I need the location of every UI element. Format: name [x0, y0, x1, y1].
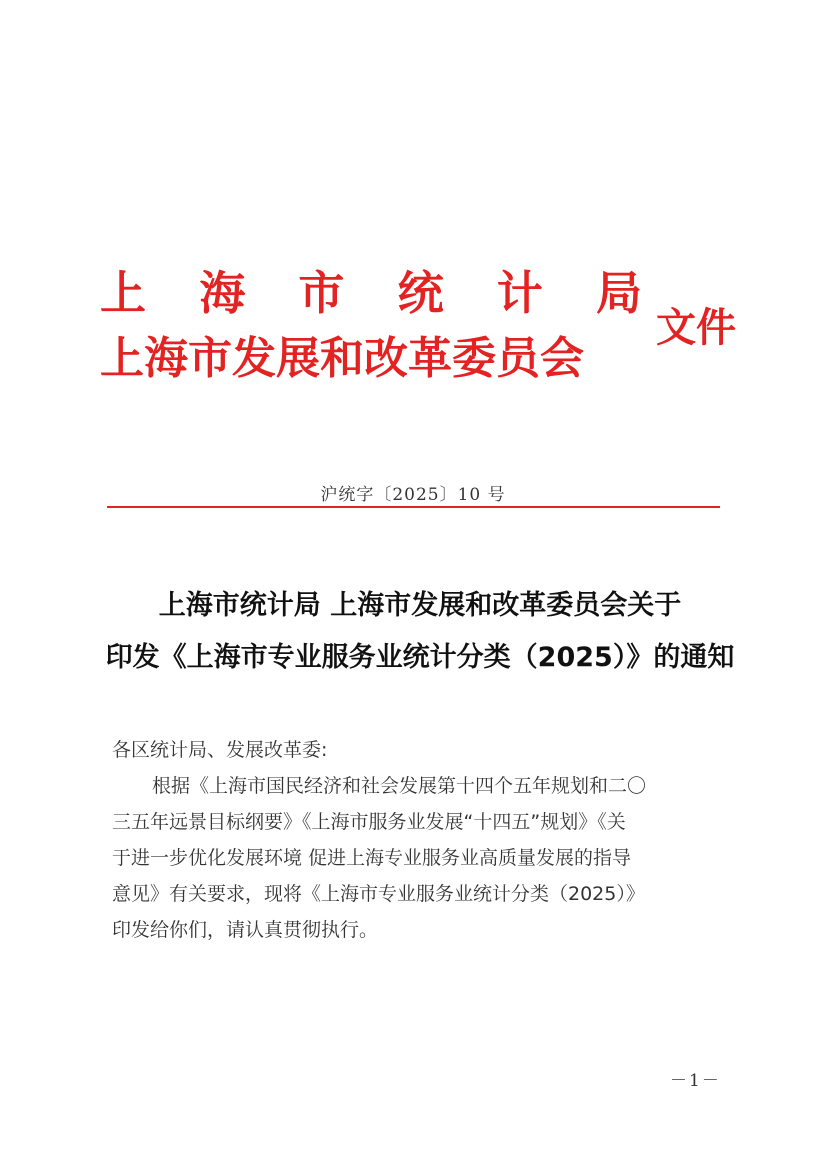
paragraph-line: 意见》有关要求，现将《上海市专业服务业统计分类（2025）》 [112, 883, 645, 905]
issuer-char: 统 [397, 266, 444, 320]
paragraph-line: 三五年远景目标纲要》《上海市服务业发展“十四五”规划》《关 [112, 811, 626, 833]
issuer-statistics-bureau [100, 262, 642, 324]
notice-title-line-2: 印发《上海市专业服务业统计分类（2025）》的通知 [105, 642, 735, 673]
document-number: 沪统字〔2025〕10 号 [320, 485, 506, 505]
issuer-2-text: 上海市发展和改革委员会 [100, 333, 584, 384]
page-number: －1－ [670, 1071, 721, 1091]
paragraph-line: 根据《上海市国民经济和社会发展第十四个五年规划和二〇 [152, 775, 647, 797]
salutation: 各区统计局、发展改革委: [112, 739, 328, 761]
issuer-char: 海 [199, 266, 246, 320]
paragraph-line: 印发给你们，请认真贯彻执行。 [112, 919, 379, 941]
issuer-char: 上 [100, 266, 146, 320]
issuer-char: 局 [595, 266, 642, 320]
body-paragraph [112, 768, 722, 948]
document-header [100, 262, 740, 392]
red-divider [107, 506, 720, 508]
issuer-development-commission [100, 328, 642, 390]
issuer-char: 市 [298, 266, 345, 320]
notice-title-line-1: 上海市统计局 上海市发展和改革委员会关于 [158, 590, 682, 621]
issuer-char: 计 [496, 266, 543, 320]
doc-type-label: 文件 [656, 304, 736, 351]
paragraph-line: 于进一步优化发展环境 促进上海专业服务业高质量发展的指导 [112, 847, 632, 869]
